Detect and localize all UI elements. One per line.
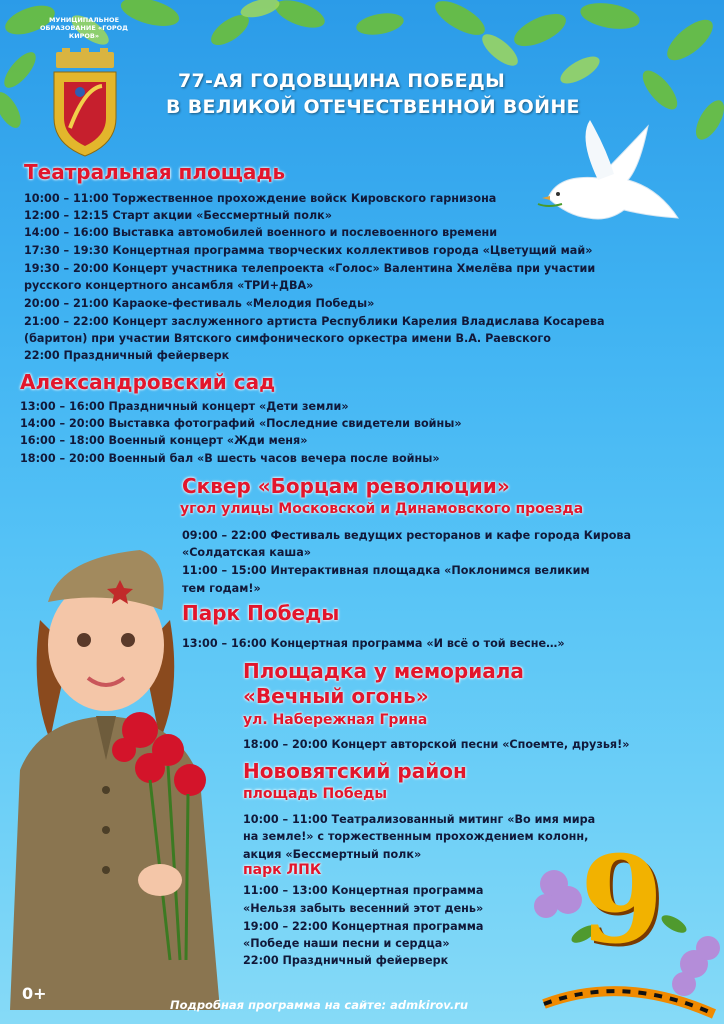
section-title-novovyatsky: Нововятский район xyxy=(243,759,467,783)
poster-title-line1: 77-АЯ ГОДОВЩИНА ПОБЕДЫ xyxy=(178,70,506,92)
section-subtitle-lpk: парк ЛПК xyxy=(243,862,322,878)
schedule-row: «Нельзя забыть весенний этот день» xyxy=(243,902,484,915)
municipality-label: МУНИЦИПАЛЬНОЕ ОБРАЗОВАНИЕ «ГОРОД КИРОВ» xyxy=(40,16,128,40)
schedule-row: тем годам!» xyxy=(182,582,261,595)
schedule-row: 19:00 – 22:00 Концертная программа xyxy=(243,920,484,933)
section-title-park: Парк Победы xyxy=(182,601,340,625)
schedule-row: 22:00 Праздничный фейерверк xyxy=(24,349,230,362)
schedule-row: 09:00 – 22:00 Фестиваль ведущих ресторанов и кафе города Кирова xyxy=(182,529,632,542)
section-title-alexandrovsky: Александровский сад xyxy=(20,370,276,394)
section-subtitle-memorial: ул. Набережная Грина xyxy=(243,712,428,728)
age-rating-badge: 0+ xyxy=(22,984,47,1003)
schedule-row: 12:00 – 12:15 Старт акции «Бессмертный полк» xyxy=(24,209,332,222)
schedule-row: 14:00 – 16:00 Выставка автомобилей военного и послевоенного времени xyxy=(24,226,498,239)
schedule-row: (баритон) при участии Вятского симфонического оркестра имени В.А. Раевского xyxy=(24,332,551,345)
section-subtitle-square: угол улицы Московской и Динамовского проезда xyxy=(180,501,584,517)
dove-icon xyxy=(528,118,688,228)
schedule-row: 21:00 – 22:00 Концерт заслуженного артиста Республики Карелия Владислава Косарева xyxy=(24,315,605,328)
schedule-row: 16:00 – 18:00 Военный концерт «Жди меня» xyxy=(20,434,308,447)
schedule-row: 22:00 Праздничный фейерверк xyxy=(243,954,449,967)
schedule-row: «Победе наши песни и сердца» xyxy=(243,937,450,950)
schedule-row: 18:00 – 20:00 Военный бал «В шесть часов вечера после войны» xyxy=(20,452,440,465)
section-title-memorial-1: Площадка у мемориала xyxy=(243,659,524,683)
schedule-row: акция «Бессмертный полк» xyxy=(243,848,422,861)
section-subtitle-novovyatsky: площадь Победы xyxy=(243,786,388,802)
schedule-row: 10:00 – 11:00 Театрализованный митинг «Во имя мира xyxy=(243,813,596,826)
victory-day-number: 9 xyxy=(580,830,664,971)
schedule-row: на земле!» с торжественным прохождением колонн, xyxy=(243,830,589,843)
section-title-theatre: Театральная площадь xyxy=(24,160,286,184)
schedule-row: «Солдатская каша» xyxy=(182,546,312,559)
schedule-row: 13:00 – 16:00 Праздничный концерт «Дети земли» xyxy=(20,400,349,413)
footer-website-note: Подробная программа на сайте: admkirov.ru xyxy=(170,998,469,1012)
schedule-row: 13:00 – 16:00 Концертная программа «И всё о той весне…» xyxy=(182,637,565,650)
poster-title-line2: В ВЕЛИКОЙ ОТЕЧЕСТВЕННОЙ ВОЙНЕ xyxy=(166,96,580,118)
schedule-row: 10:00 – 11:00 Торжественное прохождение войск Кировского гарнизона xyxy=(24,192,497,205)
girl-soldier-illustration xyxy=(0,540,230,1010)
schedule-row: 19:30 – 20:00 Концерт участника телепроекта «Голос» Валентина Хмелёва при участии xyxy=(24,262,596,275)
schedule-row: 11:00 – 15:00 Интерактивная площадка «Поклонимся великим xyxy=(182,564,590,577)
section-title-memorial-2: «Вечный огонь» xyxy=(243,684,429,708)
schedule-row: 17:30 – 19:30 Концертная программа творческих коллективов города «Цветущий май» xyxy=(24,244,593,257)
section-title-square: Сквер «Борцам революции» xyxy=(182,474,510,498)
coat-of-arms-icon xyxy=(50,48,120,158)
schedule-row: 18:00 – 20:00 Концерт авторской песни «Споемте, друзья!» xyxy=(243,738,630,751)
schedule-row: 11:00 – 13:00 Концертная программа xyxy=(243,884,484,897)
schedule-row: 14:00 – 20:00 Выставка фотографий «Последние свидетели войны» xyxy=(20,417,462,430)
schedule-row: русского концертного ансамбля «ТРИ+ДВА» xyxy=(24,279,314,292)
schedule-row: 20:00 – 21:00 Караоке-фестиваль «Мелодия Победы» xyxy=(24,297,375,310)
